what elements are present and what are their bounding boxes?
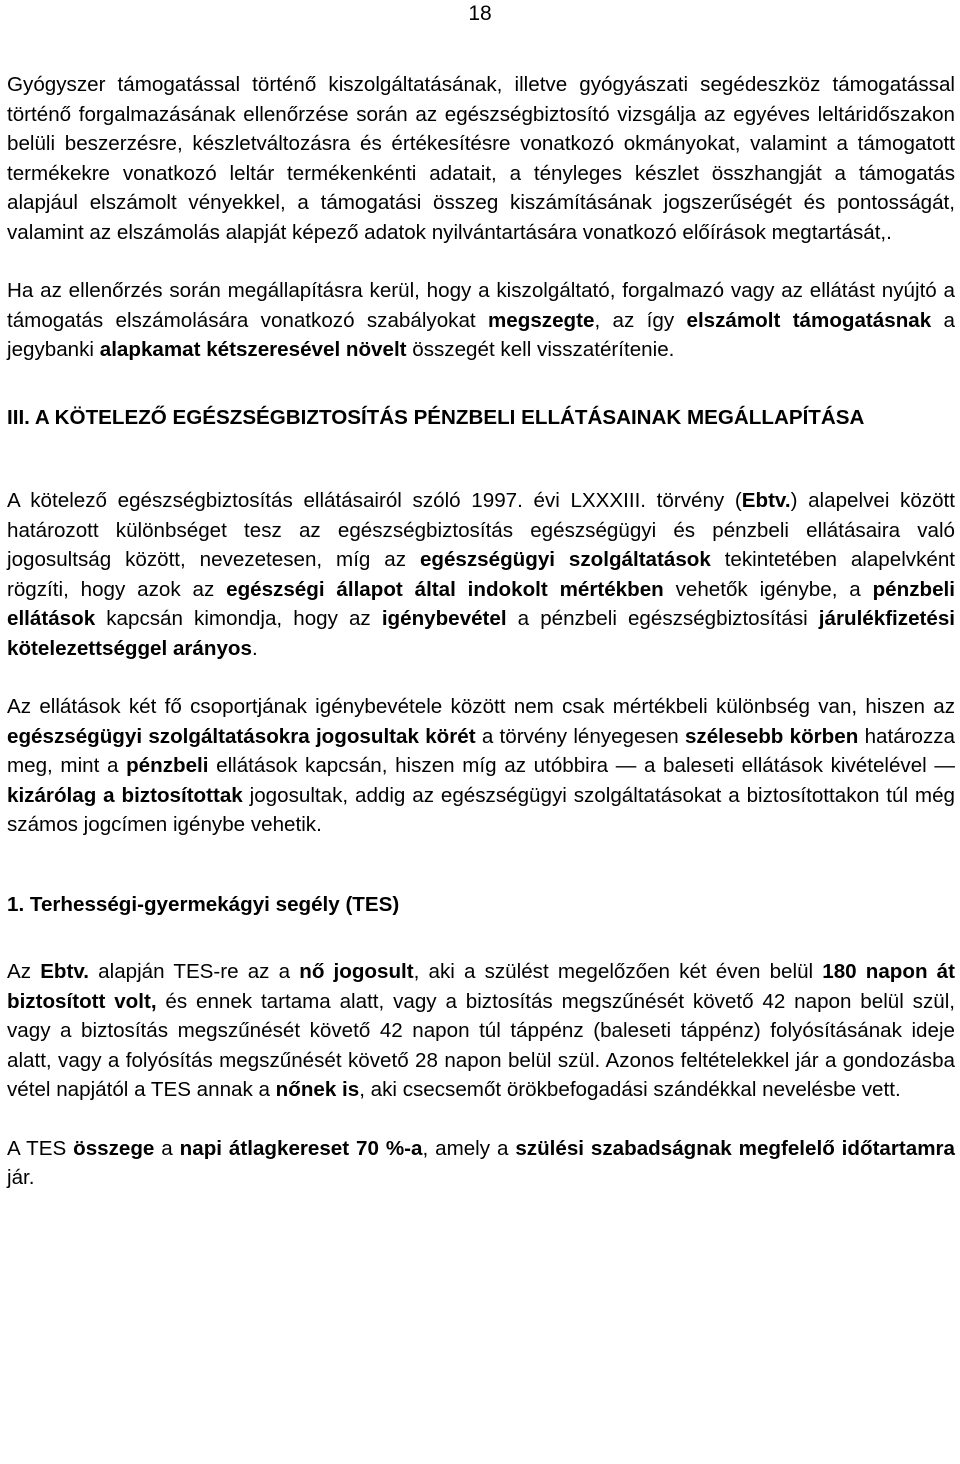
- text-run: tekintetében alapelvként rögzíti, hogy azok az: [7, 548, 956, 601]
- paragraph-reimbursement: [7, 276, 955, 365]
- document-body: [7, 70, 955, 1193]
- bold-run: megszegte: [488, 308, 595, 332]
- paragraph-benefit-groups: [7, 692, 955, 840]
- bold-run: egészségi állapot által indokolt mértékben: [226, 577, 664, 601]
- bold-run: alapkamat kétszeresével növelt: [99, 338, 407, 361]
- text-run: jár.: [7, 1166, 35, 1189]
- bold-run: nőnek is: [275, 1078, 360, 1101]
- bold-run: szülési szabadságnak megfelelő időtartamra: [515, 1136, 955, 1160]
- bold-run: járulékfizetési kötelezettséggel arányos: [7, 607, 956, 660]
- text-run: vehetők igénybe, a: [663, 577, 873, 601]
- bold-run: napi átlagkereset 70 %-a: [179, 1136, 423, 1160]
- section-heading-tes: 1. Terhességi-gyermekágyi segély (TES): [7, 892, 400, 916]
- bold-run: egészségügyi szolgáltatások: [419, 548, 711, 571]
- text-run: , aki csecsemőt örökbefogadási szándékkal nevelésbe vett.: [359, 1078, 901, 1101]
- text-run: , aki a szülést megelőzően két éven belül: [413, 960, 823, 983]
- bold-run: egészségügyi szolgáltatásokra jogosultak körét: [7, 724, 476, 748]
- bold-run: igénybevétel: [381, 607, 507, 630]
- text-run: a törvény lényegesen: [475, 724, 685, 748]
- page-number: 18: [468, 2, 492, 25]
- section-heading-iii: III. A KÖTELEZŐ EGÉSZSÉGBIZTOSÍTÁS PÉNZBELI ELLÁTÁSAINAK MEGÁLLAPÍTÁSA: [7, 405, 865, 429]
- bold-run: 180 napon át biztosított volt,: [7, 960, 955, 1013]
- text-run: Az ellátások két fő csoportjának igénybevétele között nem csak mértékbeli különbség van, hiszen az: [7, 695, 955, 718]
- text-run: , az így: [594, 308, 687, 332]
- text-run: A TES: [7, 1136, 74, 1160]
- text-run: határozza meg, mint a: [7, 724, 956, 777]
- bold-run: Ebtv.: [741, 489, 791, 512]
- text-run: összegét kell visszatérítenie.: [406, 338, 675, 361]
- text-run: alapján TES-re az a: [89, 960, 300, 983]
- text-run: Az: [7, 960, 41, 983]
- text-run: és ennek tartama alatt, vagy a biztosítás megszűnését követő 42 napon belül szül, vagy a biztosítás megszűnését követő 42 napon túl táppénz (baleseti táppénz) folyósításának ideje alatt, vagy a folyósítás megszűnését követő 28 napon belül szül. Azonos feltételekkel jár a gondozásba vétel napjától a TES annak a: [7, 989, 955, 1101]
- bold-run: nő jogosult: [299, 960, 414, 983]
- text-run: a: [154, 1136, 180, 1160]
- text-run: kapcsán kimondja, hogy az: [95, 607, 382, 630]
- bold-run: pénzbeli: [126, 754, 209, 777]
- paragraph-pharmacy-audit: Gyógyszer támogatással történő kiszolgáltatásának, illetve gyógyászati segédeszköz támogatással történő forgalmazásának ellenőrzése során az egészségbiztosító vizsgálja az egyéves leltáridőszakon belüli beszerzésre, készletváltozásra és értékesítésre vonatkozó okmányokat, valamint a támogatott termékekre vonatkozó leltár termékenkénti adatait, a tényleges készlet összhangját a támogatás alapjául elszámolt vényekkel, a támogatási összeg kiszámításának jogszerűségét és pontosságát, valamint az elszámolás alapját képező adatok nyilvántartására vonatkozó előírások megtartását,.: [7, 73, 955, 244]
- bold-run: elszámolt támogatásnak: [686, 308, 932, 332]
- bold-run: Ebtv.: [40, 960, 90, 983]
- bold-run: pénzbeli ellátások: [7, 577, 955, 630]
- bold-run: összege: [73, 1136, 155, 1160]
- paragraph-tes-eligibility: [7, 957, 955, 1105]
- bold-run: szélesebb körben: [684, 724, 859, 748]
- text-run: a jegybanki: [7, 308, 955, 361]
- text-run: ellátások kapcsán, hiszen míg az utóbbira — a baleseti ellátások kivételével —: [208, 754, 955, 777]
- paragraph-tes-amount: [7, 1134, 955, 1193]
- text-run: .: [251, 636, 258, 660]
- text-run: jogosultak, addig az egészségügyi szolgáltatásokat a biztosítottakon túl még számos jogcímen igénybe vehetik.: [7, 783, 955, 836]
- text-run: A kötelező egészségbiztosítás ellátásairól szóló 1997. évi LXXXIII. törvény (: [7, 489, 742, 512]
- paragraph-ebtv-principles: [7, 486, 955, 663]
- bold-run: kizárólag a biztosítottak: [7, 783, 243, 807]
- text-run: , amely a: [422, 1136, 516, 1160]
- text-run: a pénzbeli egészségbiztosítási: [506, 607, 819, 630]
- text-run: ) alapelvei között határozott különbséget tesz az egészségbiztosítás egészségügyi és pénzbeli ellátásaira való jogosultság között, nevezetesen, míg az: [7, 489, 955, 571]
- text-run: Ha az ellenőrzés során megállapításra kerül, hogy a kiszolgáltató, forgalmazó vagy az ellátást nyújtó a támogatás elszámolására vonatkozó szabályokat: [7, 279, 955, 332]
